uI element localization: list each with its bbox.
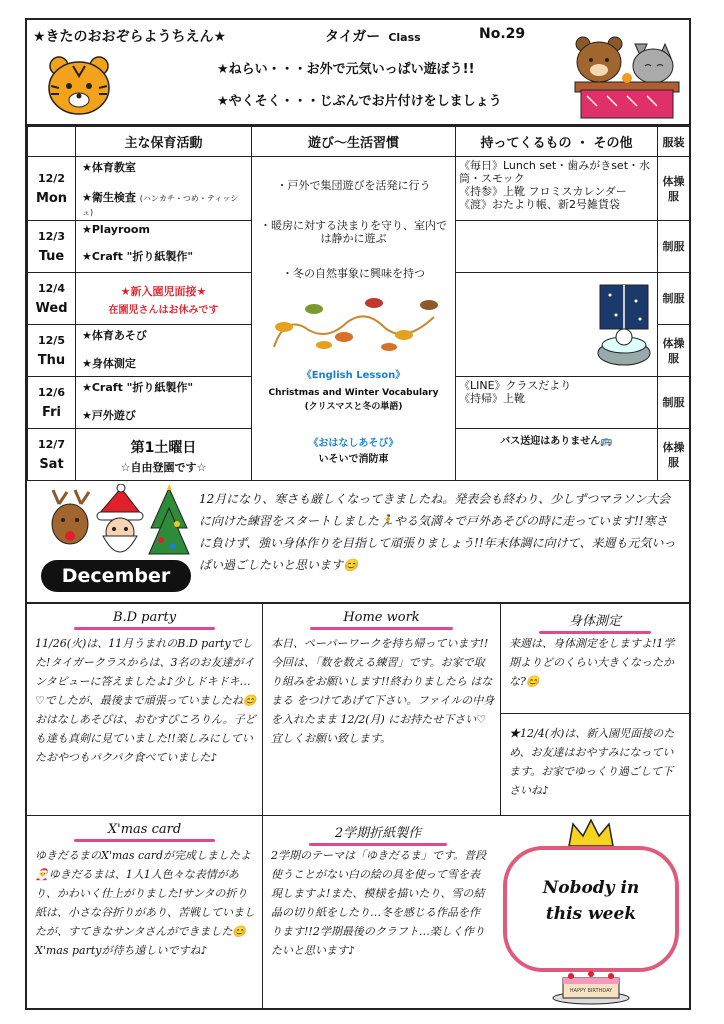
cake-text: HAPPY BIRTHDAY	[569, 988, 613, 994]
date: 12/6	[38, 385, 65, 399]
activity-2	[82, 189, 245, 218]
bring-cell	[456, 377, 658, 429]
class-suffix: Class	[388, 31, 421, 44]
newsletter-header	[27, 20, 689, 126]
date: 12/2	[38, 171, 65, 185]
activity-1: 第1土曜日	[130, 440, 197, 456]
header-date	[28, 127, 76, 157]
activity-1: ★新入園児面接★	[120, 285, 207, 298]
activity-1: ★体育教室	[82, 161, 136, 174]
xmas-card-title: X'mas card	[27, 822, 262, 842]
activity-2: ★Craft "折り紙製作"	[82, 250, 194, 263]
class-name	[325, 26, 421, 46]
date-cell	[28, 429, 76, 481]
uniform-cell: 体操服	[658, 157, 690, 221]
uniform-cell: 体操服	[658, 325, 690, 377]
body-measurement-panel	[501, 604, 689, 714]
day-of-week: Sat	[39, 456, 64, 472]
activity-cell	[76, 377, 252, 429]
snowman-window-icon	[596, 281, 652, 369]
date: 12/4	[38, 281, 65, 295]
activity-2: ☆自由登園です☆	[120, 461, 207, 474]
tiger-icon	[45, 54, 113, 116]
interview-notice-panel	[501, 714, 689, 816]
activity-2: ★身体測定	[82, 357, 136, 370]
day-of-week: Thu	[37, 352, 66, 368]
body-measurement-title: 身体測定	[501, 610, 689, 634]
school-name: ★きたのおおぞらようちえん★	[33, 29, 227, 45]
activity-2-text: ★衛生検査	[82, 191, 136, 204]
date-cell	[28, 221, 76, 273]
english-lesson-topic: Christmas and Winter Vocabulary	[268, 388, 439, 398]
uniform-cell: 制服	[658, 273, 690, 325]
story-play-title: 《おはなしあそび》	[308, 438, 399, 449]
homework-title: Home work	[263, 610, 500, 630]
english-lesson-title: 《English Lesson》	[301, 370, 406, 381]
interview-notice-text: ★12/4(水)は、新入園児面接のため、お友達はおやすみになっています。お家でゆっくり過ごして下さいね♪	[509, 727, 675, 797]
day-of-week: Mon	[35, 190, 68, 206]
play-life-cell	[252, 157, 456, 481]
bd-party-text: 11/26(火)は、11月うまれのB.D partyでした!タイガークラスからは、3名のお友達がインタビューに答えましたよ♪少しドキドキ…♡でしたが、最後まで頑張っていましたね😊おはなしあそびは、おむすびころりん。子ども達も真剣に見ていました!!楽しみにしていたおやつもパクパク食べていました♪	[35, 637, 257, 764]
nobody-line-2: this week	[545, 904, 637, 924]
birthday-panel	[493, 816, 689, 1010]
december-section	[27, 480, 689, 604]
date-cell	[28, 157, 76, 221]
activity-2-note: (ハンカチ・つめ・ティッシュ)	[82, 194, 239, 217]
date: 12/7	[38, 437, 65, 451]
autumn-leaves-icon	[264, 287, 444, 355]
bear-cat-kotatsu-icon	[553, 30, 683, 122]
december-banner: December	[41, 560, 191, 592]
origami-panel	[263, 816, 493, 1010]
bring-take-home: 《持帰》上靴	[459, 392, 525, 405]
bd-party-title: B.D party	[27, 610, 262, 630]
activity-cell	[76, 273, 252, 325]
activity-2: 在園児さんはお休みです	[108, 305, 219, 316]
day-of-week: Wed	[35, 300, 68, 316]
activity-cell	[76, 221, 252, 273]
date-cell	[28, 377, 76, 429]
body-measurement-text: 来週は、身体測定をしますよ!1学期よりどのくらい大きくなったかな?😊	[509, 637, 675, 688]
activity-1: ★Playroom	[82, 223, 150, 236]
origami-title: 2学期折紙製作	[263, 822, 493, 846]
bring-cell	[456, 273, 658, 377]
bring-hand: 《渡》おたより帳、新2号雑貨袋	[459, 198, 620, 211]
homework-text: 本日、ペーパーワークを持ち帰っています!!今回は、「数を数える練習」です。お家で取り組みをお願いします!!終わりましたら はなまる をつけてあげて下さい。ファイルの中身を入れたまま 12/2(月) にお持たせ下さい♡宜しくお願い致します。	[271, 637, 495, 745]
weekly-schedule-table	[27, 126, 690, 481]
xmas-card-text: ゆきだるまのX'mas cardが完成しましたよ🎅ゆきだるまは、1人1人色々な表情があり、かわいく仕上がりました!サンタの折り紙は、小さな谷折りがあり、苦戦していましたが、すてきなサンタさんができました😊X'mas partyが待ち遠しいですね♪	[35, 849, 255, 957]
uniform-cell: 制服	[658, 377, 690, 429]
bring-daily: 《毎日》Lunch set・歯みがきset・水筒・スモック	[459, 159, 651, 185]
bring-line: 《LINE》クラスだより	[459, 379, 572, 392]
uniform-cell: 制服	[658, 221, 690, 273]
date: 12/5	[38, 333, 65, 347]
homework-panel	[263, 604, 501, 816]
nobody-line-1: Nobody in	[542, 878, 640, 898]
bring-bring: 《持参》上靴 フロミスカレンダー	[459, 185, 627, 198]
bring-cell	[456, 221, 658, 273]
life-item-2: ・暖房に対する決まりを守り、室内では静かに遊ぶ	[260, 219, 447, 245]
life-item-3: ・冬の自然事象に興味を持つ	[282, 267, 425, 280]
nobody-frame	[503, 846, 679, 972]
issue-number: No.29	[479, 26, 526, 42]
activity-1: ★Craft "折り紙製作"	[82, 381, 194, 394]
header-play-life: 遊び～生活習慣	[252, 127, 456, 157]
bus-notice: バス送迎はありません🚌	[456, 429, 658, 481]
bring-cell	[456, 157, 658, 221]
header-main-activities: 主な保育活動	[76, 127, 252, 157]
day-of-week: Fri	[42, 404, 61, 420]
activity-cell	[76, 325, 252, 377]
crown-icon	[565, 816, 617, 850]
origami-text: 2学期のテーマは「ゆきだるま」です。普段使うことがない白の絵の具を使って雪を表現しますよ!また、模様を描いたり、雪の結晶の切り紙をしたり…冬を感じる作品を作ります!!2学期最後のクラフト…楽しく作りたいと思います♪	[271, 849, 487, 957]
story-play-text: いそいで消防車	[318, 454, 389, 465]
header-uniform: 服装	[658, 127, 690, 157]
birthday-cake-icon	[551, 962, 631, 1006]
activity-cell	[76, 157, 252, 221]
bd-party-panel	[27, 604, 263, 816]
activity-cell	[76, 429, 252, 481]
newsletter-page	[25, 18, 691, 1010]
activity-2: ★戸外遊び	[82, 409, 136, 422]
class-name-text: タイガー	[325, 29, 381, 45]
uniform-cell: 体操服	[658, 429, 690, 481]
santa-reindeer-icon	[41, 484, 191, 568]
xmas-card-panel	[27, 816, 263, 1010]
goal-aim: ★ねらい・・・お外で元気いっぱい遊ぼう!!	[217, 62, 475, 77]
header-bring: 持ってくるもの ・ その他	[456, 127, 658, 157]
activity-1: ★体育あそび	[82, 329, 147, 342]
day-of-week: Tue	[38, 248, 65, 264]
date-cell	[28, 325, 76, 377]
english-lesson-topic-ja: (クリスマスと冬の単語)	[304, 402, 403, 412]
december-message: 12月になり、寒さも厳しくなってきましたね。発表会も終わり、少しずつマラソン大会に向けた練習をスタートしました🏃やる気満々で戸外あそびの時に走っています!!寒さに負けず、強い身体作りを目指して頑張りましょう!!年末体調に向けて、来週も元気いっぱい過ごしたいと思います😊	[199, 492, 676, 572]
date-cell	[28, 273, 76, 325]
goal-promise: ★やくそく・・・じぶんでお片付けをしましょう	[217, 94, 502, 109]
date: 12/3	[38, 229, 65, 243]
life-item-1: ・戸外で集団遊びを活発に行う	[276, 179, 431, 192]
